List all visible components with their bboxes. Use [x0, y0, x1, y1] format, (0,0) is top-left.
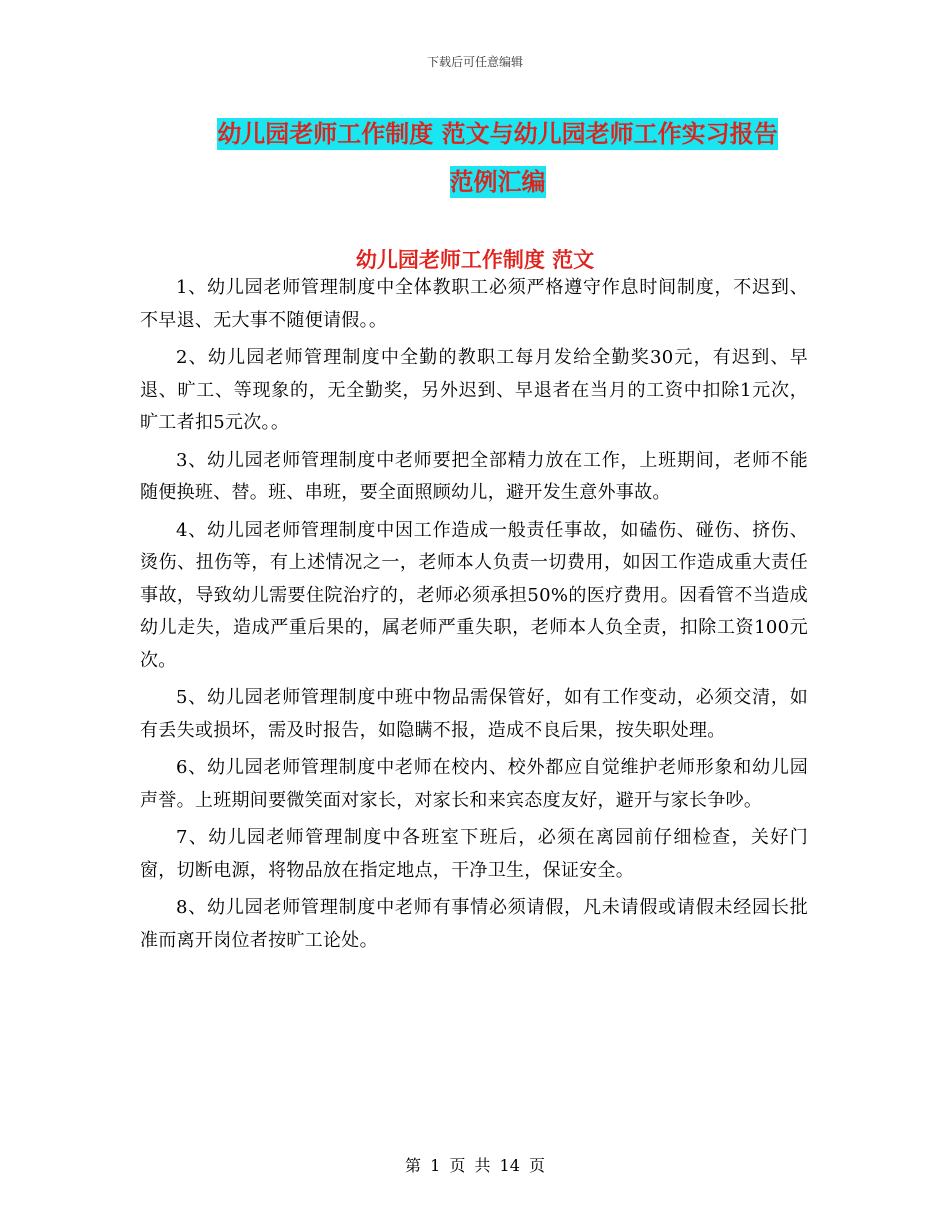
document-title-line-1: 幼儿园老师工作制度 范文与幼儿园老师工作实习报告: [217, 120, 778, 148]
document-title: [140, 110, 855, 206]
paragraph-3: 3、幼儿园老师管理制度中老师要把全部精力放在工作，上班期间，老师不能随便换班、替。班、串班，要全面照顾幼儿，避开发生意外事故。: [140, 449, 808, 503]
paragraph-1: 1、幼儿园老师管理制度中全体教职工必须严格遵守作息时间制度，不迟到、不早退、无大事不随便请假。。: [140, 277, 808, 331]
page-header-note: 下载后可任意编辑: [426, 55, 523, 69]
paragraph-2: 2、幼儿园老师管理制度中全勤的教职工每月发给全勤奖30元，有迟到、早退、旷工、等现象的，无全勤奖，另外迟到、早退者在当月的工资中扣除1元次，旷工者扣5元次。。: [140, 347, 808, 433]
section-heading: 幼儿园老师工作制度 范文: [355, 248, 595, 272]
paragraph-6: 6、幼儿园老师管理制度中老师在校内、校外都应自觉维护老师形象和幼儿园声誉。上班期间要微笑面对家长，对家长和来宾态度友好，避开与家长争吵。: [140, 757, 808, 811]
paragraph-7: 7、幼儿园老师管理制度中各班室下班后，必须在离园前仔细检查，关好门窗，切断电源，将物品放在指定地点，干净卫生，保证安全。: [140, 827, 808, 881]
page-footer-number: 第 1 页 共 14 页: [405, 1156, 545, 1175]
paragraph-8: 8、幼儿园老师管理制度中老师有事情必须请假，凡未请假或请假未经园长批准而离开岗位者按旷工论处。: [140, 897, 808, 951]
paragraph-5: 5、幼儿园老师管理制度中班中物品需保管好，如有工作变动，必须交清，如有丢失或损坏，需及时报告，如隐瞒不报，造成不良后果，按失职处理。: [140, 687, 808, 741]
document-title-line-2: 范例汇编: [449, 168, 546, 196]
document-body: [140, 272, 808, 962]
paragraph-4: 4、幼儿园老师管理制度中因工作造成一般责任事故，如磕伤、碰伤、挤伤、烫伤、扭伤等，有上述情况之一，老师本人负责一切费用，如因工作造成重大责任事故，导致幼儿需要住院治疗的，老师必须承担50%的医疗费用。因看管不当造成幼儿走失，造成严重后果的，属老师严重失职，老师本人负全责，扣除工资100元次。: [140, 519, 808, 671]
